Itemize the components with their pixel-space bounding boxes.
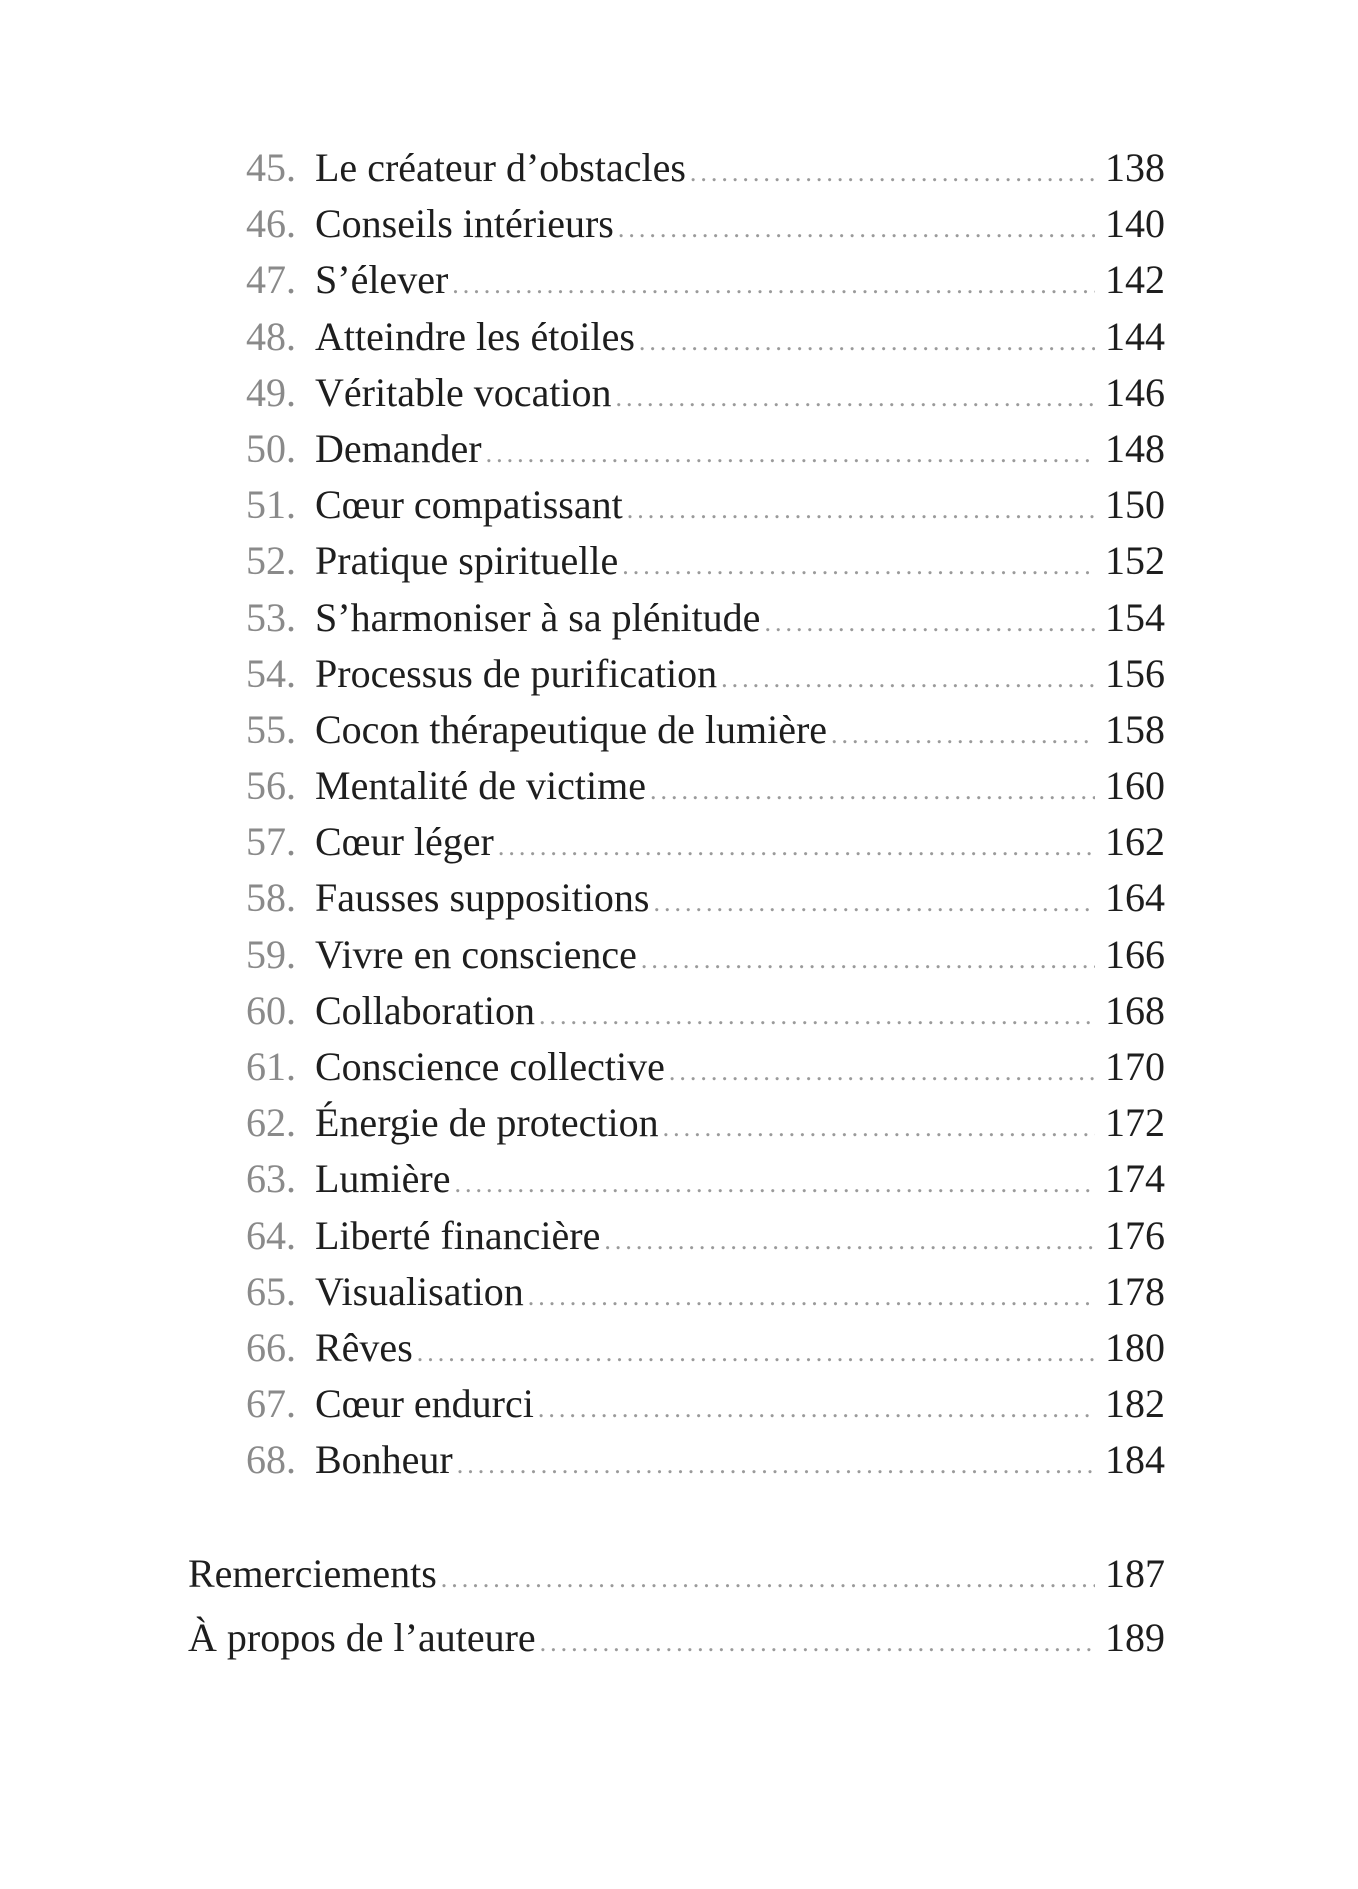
dot-leader xyxy=(627,482,1095,538)
toc-entry xyxy=(246,1320,1165,1376)
chapter-title: Pratique spirituelle xyxy=(315,538,619,584)
toc-entry xyxy=(246,477,1165,533)
chapter-title: Véritable vocation xyxy=(315,369,612,415)
chapter-title: Cœur compatissant xyxy=(315,482,623,528)
dot-leader xyxy=(764,595,1095,651)
toc-entry xyxy=(246,927,1165,983)
dot-leader xyxy=(498,819,1095,875)
page-number: 164 xyxy=(1105,875,1165,921)
page-number: 172 xyxy=(1105,1100,1165,1146)
chapter-title: Processus de purification xyxy=(315,650,718,696)
chapter-title: Visualisation xyxy=(315,1268,524,1314)
dot-leader xyxy=(618,201,1095,257)
toc-entry xyxy=(246,983,1165,1039)
chapter-number: 58. xyxy=(246,875,296,921)
dot-leader xyxy=(669,1044,1095,1100)
page-number: 166 xyxy=(1105,931,1165,977)
chapter-number: 47. xyxy=(246,257,296,303)
toc-entry xyxy=(246,1264,1165,1320)
dot-leader xyxy=(455,1156,1096,1212)
toc-entry xyxy=(246,1039,1165,1095)
chapter-list xyxy=(246,140,1165,1489)
dot-leader xyxy=(604,1213,1095,1269)
page-number: 150 xyxy=(1105,482,1165,528)
chapter-number: 66. xyxy=(246,1324,296,1370)
dot-leader xyxy=(538,1381,1095,1437)
toc-entry xyxy=(246,1151,1165,1207)
chapter-title: Lumière xyxy=(315,1156,451,1202)
toc-entry xyxy=(246,421,1165,477)
chapter-title: Vivre en conscience xyxy=(315,931,637,977)
chapter-number: 46. xyxy=(246,201,296,247)
page-number: 142 xyxy=(1105,257,1165,303)
page-number: 168 xyxy=(1105,987,1165,1033)
dot-leader xyxy=(539,988,1095,1044)
dot-leader xyxy=(721,651,1095,707)
section-title: À propos de l’auteure xyxy=(188,1615,536,1660)
toc-entry xyxy=(246,252,1165,308)
chapter-number: 65. xyxy=(246,1268,296,1314)
page-number: 184 xyxy=(1105,1437,1165,1483)
dot-leader xyxy=(622,538,1095,594)
chapter-number: 54. xyxy=(246,650,296,696)
dot-leader xyxy=(654,875,1096,931)
chapter-title: Le créateur d’obstacles xyxy=(315,145,686,190)
chapter-number: 63. xyxy=(246,1156,296,1202)
chapter-number: 52. xyxy=(246,538,296,584)
page-number: 160 xyxy=(1105,763,1165,809)
page-number: 187 xyxy=(1105,1551,1165,1596)
dot-leader xyxy=(441,1547,1095,1611)
chapter-number: 62. xyxy=(246,1100,296,1146)
chapter-number: 53. xyxy=(246,594,296,640)
chapter-title: S’élever xyxy=(315,257,449,303)
toc-entry xyxy=(246,533,1165,589)
toc-entry xyxy=(246,1095,1165,1151)
chapter-title: Fausses suppositions xyxy=(315,875,650,921)
page-number: 189 xyxy=(1105,1615,1165,1660)
toc-entry xyxy=(246,646,1165,702)
page-number: 176 xyxy=(1105,1212,1165,1258)
page-number: 152 xyxy=(1105,538,1165,584)
dot-leader xyxy=(650,763,1095,819)
page-number: 182 xyxy=(1105,1381,1165,1427)
dot-leader xyxy=(452,257,1095,313)
chapter-number: 60. xyxy=(246,987,296,1033)
page-number: 154 xyxy=(1105,594,1165,640)
chapter-number: 67. xyxy=(246,1381,296,1427)
chapter-number: 68. xyxy=(246,1437,296,1483)
page-number: 178 xyxy=(1105,1268,1165,1314)
chapter-number: 61. xyxy=(246,1044,296,1089)
chapter-title: Collaboration xyxy=(315,987,535,1033)
toc-entry xyxy=(246,814,1165,870)
chapter-title: Cœur endurci xyxy=(315,1381,534,1427)
dot-leader xyxy=(486,426,1095,482)
chapter-title: Conseils intérieurs xyxy=(315,201,614,247)
page-number: 156 xyxy=(1105,650,1165,696)
dot-leader xyxy=(417,1325,1095,1381)
page-number: 138 xyxy=(1105,145,1165,190)
chapter-number: 50. xyxy=(246,425,296,471)
toc-entry-back-matter xyxy=(188,1542,1165,1606)
page-number: 174 xyxy=(1105,1156,1165,1202)
chapter-number: 49. xyxy=(246,369,296,415)
page-number: 158 xyxy=(1105,706,1165,752)
page-number: 144 xyxy=(1105,313,1165,359)
chapter-title: S’harmoniser à sa plénitude xyxy=(315,594,761,640)
toc-entry xyxy=(246,196,1165,252)
chapter-title: Atteindre les étoiles xyxy=(315,313,635,359)
toc-entry xyxy=(246,702,1165,758)
chapter-number: 45. xyxy=(246,145,296,190)
chapter-number: 48. xyxy=(246,313,296,359)
dot-leader xyxy=(616,370,1095,426)
chapter-number: 59. xyxy=(246,931,296,977)
dot-leader xyxy=(639,314,1095,370)
page-number: 148 xyxy=(1105,425,1165,471)
chapter-title: Cocon thérapeutique de lumière xyxy=(315,706,828,752)
toc-entry xyxy=(246,1432,1165,1488)
chapter-number: 51. xyxy=(246,482,296,528)
toc-entry-back-matter xyxy=(188,1606,1165,1670)
chapter-title: Énergie de protection xyxy=(315,1100,659,1146)
chapter-title: Conscience collective xyxy=(315,1044,665,1089)
back-matter-list xyxy=(188,1542,1165,1670)
toc-entry xyxy=(246,758,1165,814)
chapter-title: Mentalité de victime xyxy=(315,763,646,809)
chapter-number: 56. xyxy=(246,763,296,809)
page-number: 180 xyxy=(1105,1324,1165,1370)
toc-entry xyxy=(246,309,1165,365)
dot-leader xyxy=(528,1269,1095,1325)
page-number: 140 xyxy=(1105,201,1165,247)
page-number: 170 xyxy=(1105,1044,1165,1089)
dot-leader xyxy=(831,707,1095,763)
dot-leader xyxy=(457,1437,1095,1493)
toc-entry xyxy=(246,1208,1165,1264)
chapter-number: 55. xyxy=(246,706,296,752)
chapter-title: Rêves xyxy=(315,1324,413,1370)
chapter-title: Bonheur xyxy=(315,1437,453,1483)
chapter-number: 57. xyxy=(246,819,296,865)
chapter-title: Liberté financière xyxy=(315,1212,601,1258)
toc-entry xyxy=(246,870,1165,926)
dot-leader xyxy=(641,932,1095,988)
chapter-title: Demander xyxy=(315,425,482,471)
section-title: Remerciements xyxy=(188,1551,437,1596)
toc-entry xyxy=(246,140,1165,196)
page-number: 146 xyxy=(1105,369,1165,415)
dot-leader xyxy=(690,145,1095,201)
toc-entry xyxy=(246,1376,1165,1432)
page-number: 162 xyxy=(1105,819,1165,865)
toc-entry xyxy=(246,365,1165,421)
chapter-title: Cœur léger xyxy=(315,819,494,865)
dot-leader xyxy=(663,1100,1095,1156)
dot-leader xyxy=(540,1611,1095,1675)
toc-entry xyxy=(246,590,1165,646)
chapter-number: 64. xyxy=(246,1212,296,1258)
